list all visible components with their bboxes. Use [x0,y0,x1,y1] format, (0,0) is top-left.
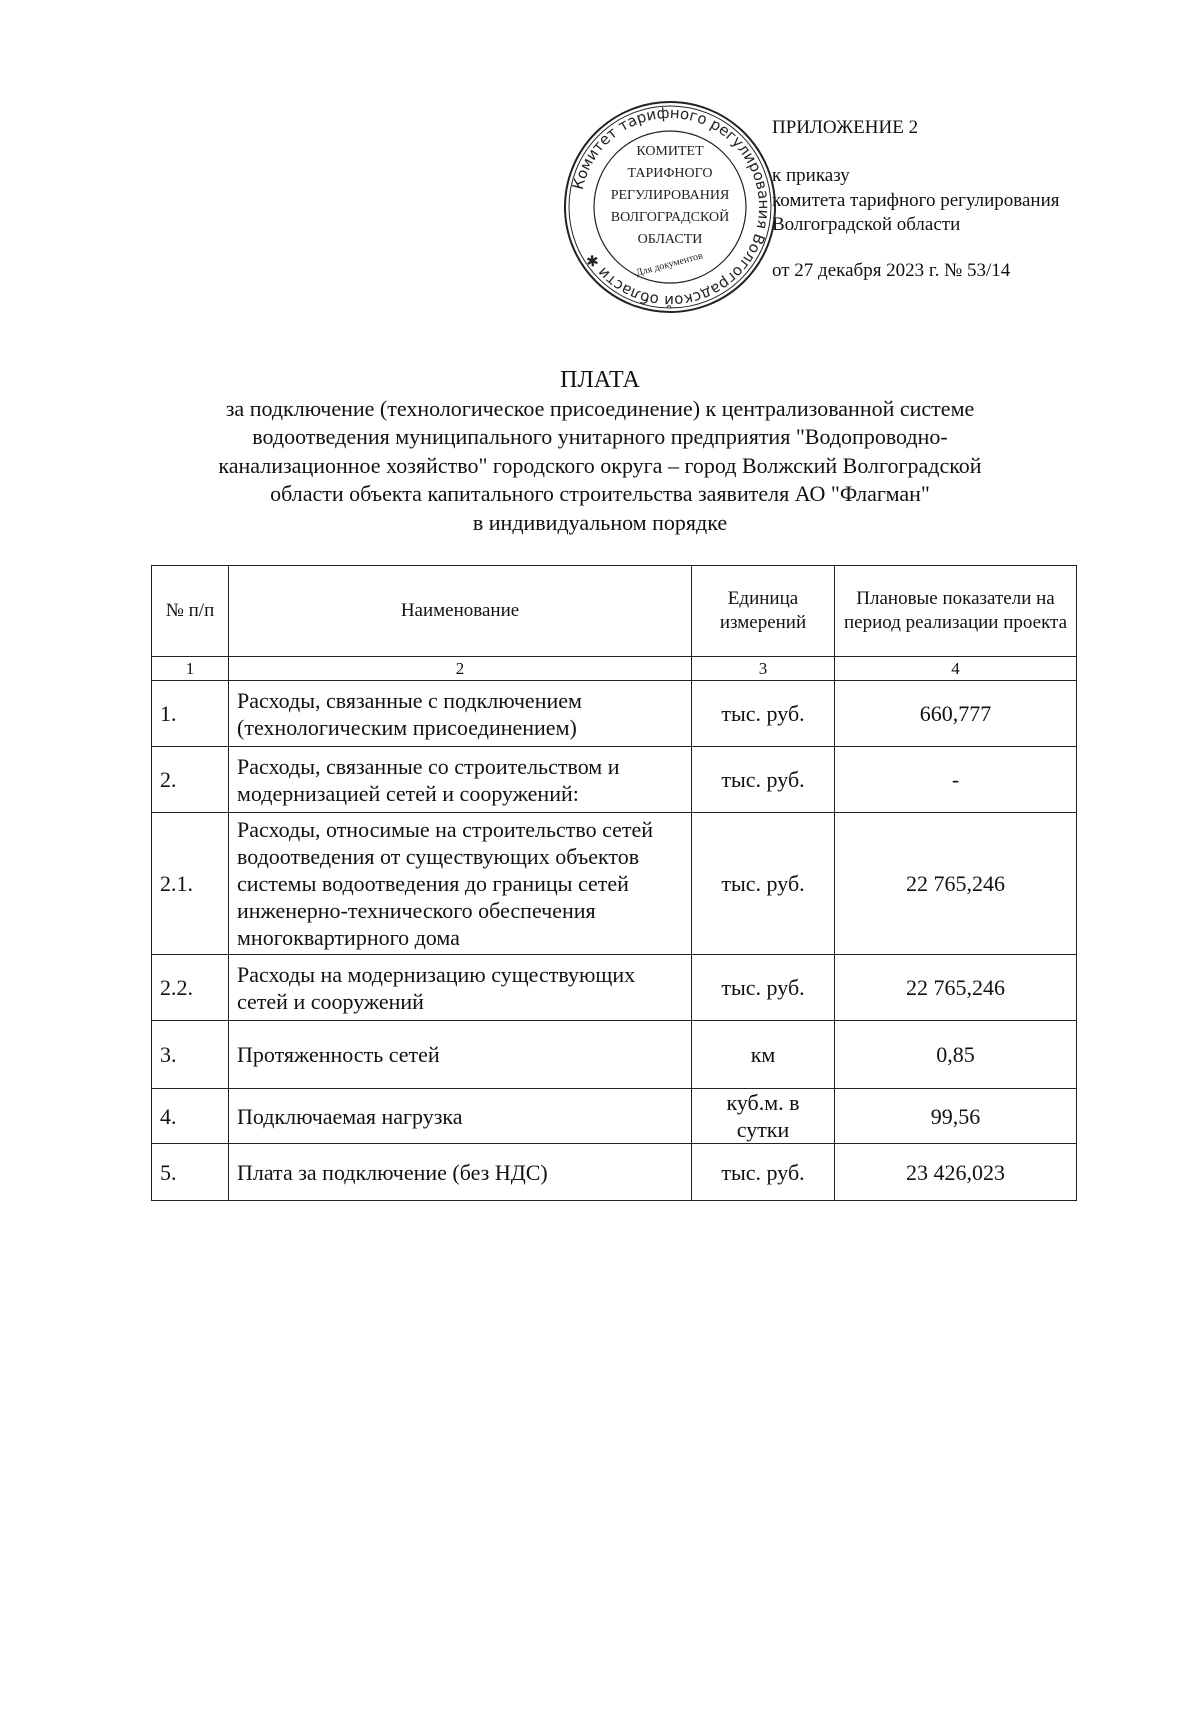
col-header-value: Плановые показатели на период реализации проекта [835,566,1077,657]
row-value: 0,85 [835,1021,1077,1089]
document-title [0,366,1200,537]
order-ref-line2: комитета тарифного регулирования [772,190,1060,211]
title-line: в индивидуальном порядке [472,509,728,535]
row-name: Плата за подключение (без НДС) [229,1144,692,1201]
row-name: Расходы, относимые на строительство сетей водоотведения от существующих объектов системы водоотведения до границы сетей инженерно-технического обеспечения многоквартирного дома [229,813,692,955]
table-row [152,813,1077,955]
row-name: Расходы на модернизацию существующих сетей и сооружений [229,955,692,1021]
col-header-name: Наименование [229,566,692,657]
title-line: за подключение (технологическое присоединение) к централизованной системе [225,395,975,421]
col-header-unit: Единица измерений [692,566,835,657]
svg-text:КОМИТЕТ: КОМИТЕТ [636,144,704,159]
order-date: от 27 декабря 2023 г. № 53/14 [772,260,1011,281]
row-no: 4. [152,1089,229,1144]
table-row [152,681,1077,747]
row-no: 1. [152,681,229,747]
row-unit: тыс. руб. [692,813,835,955]
svg-text:Комитет тарифного регулировани: Комитет тарифного регулирования Волгоградской области ✱ [568,103,774,311]
row-unit: куб.м. в сутки [692,1089,835,1144]
row-value: - [835,747,1077,813]
table-row [152,747,1077,813]
col-number: 4 [835,657,1077,681]
order-ref-line3: Волгоградской области [772,214,961,235]
row-name: Подключаемая нагрузка [229,1089,692,1144]
title-line: водоотведения муниципального унитарного предприятия "Водопроводно- [252,424,948,449]
table-row [152,1021,1077,1089]
row-value: 22 765,246 [835,955,1077,1021]
column-number-row [152,657,1077,681]
row-unit: тыс. руб. [692,747,835,813]
svg-text:РЕГУЛИРОВАНИЯ: РЕГУЛИРОВАНИЯ [610,188,730,203]
row-unit: тыс. руб. [692,955,835,1021]
row-name: Протяженность сетей [229,1021,692,1089]
row-value: 23 426,023 [835,1144,1077,1201]
appendix-label: ПРИЛОЖЕНИЕ 2 [772,117,919,138]
row-unit: тыс. руб. [692,681,835,747]
order-ref-line1: к приказу [772,165,850,186]
row-no: 2.1. [152,813,229,955]
official-stamp [562,99,778,315]
col-header-no: № п/п [152,566,229,657]
col-number: 2 [229,657,692,681]
table-row [152,1089,1077,1144]
row-name: Расходы, связанные со строительством и модернизацией сетей и сооружений: [229,747,692,813]
title-main: ПЛАТА [560,367,640,393]
row-unit: тыс. руб. [692,1144,835,1201]
svg-text:ВОЛГОГРАДСКОЙ: ВОЛГОГРАДСКОЙ [610,210,730,225]
col-number: 3 [692,657,835,681]
svg-text:Для документов: Для документов [634,250,704,279]
row-no: 2. [152,747,229,813]
row-value: 660,777 [835,681,1077,747]
row-no: 5. [152,1144,229,1201]
row-value: 22 765,246 [835,813,1077,955]
header-row [152,566,1077,657]
row-no: 3. [152,1021,229,1089]
row-unit: км [692,1021,835,1089]
table-row [152,955,1077,1021]
fee-table [151,565,1077,1201]
svg-text:ТАРИФНОГО: ТАРИФНОГО [627,166,713,181]
svg-text:ОБЛАСТИ: ОБЛАСТИ [637,232,703,247]
title-line: области объекта капитального строительства заявителя АО "Флагман" [270,481,930,506]
col-number: 1 [152,657,229,681]
row-no: 2.2. [152,955,229,1021]
row-name: Расходы, связанные с подключением (технологическим присоединением) [229,681,692,747]
title-line: канализационное хозяйство" городского округа – город Волжский Волгоградской [218,452,982,478]
row-value: 99,56 [835,1089,1077,1144]
table-row [152,1144,1077,1201]
